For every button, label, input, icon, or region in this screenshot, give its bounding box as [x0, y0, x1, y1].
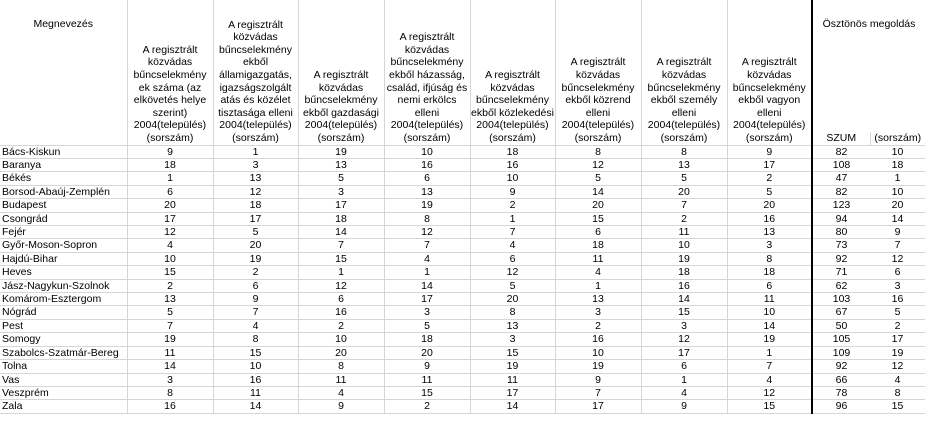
rank-cell[interactable]: 5	[470, 279, 555, 292]
county-name-cell[interactable]: Somogy	[0, 333, 127, 346]
rank-cell[interactable]: 9	[298, 400, 384, 413]
sum-cell[interactable]: 67	[812, 306, 870, 319]
rank-cell[interactable]: 4	[213, 319, 298, 332]
county-name-cell[interactable]: Budapest	[0, 199, 127, 212]
table-row	[0, 266, 925, 279]
county-name-cell[interactable]: Csongrád	[0, 212, 127, 225]
rank-cell[interactable]: 18	[470, 145, 555, 158]
rank-cell[interactable]: 2	[213, 266, 298, 279]
rank-cell[interactable]: 1	[127, 172, 213, 185]
table-row	[0, 360, 925, 373]
rank-cell[interactable]: 13	[127, 293, 213, 306]
table-row	[0, 346, 925, 359]
rank-cell[interactable]: 15	[384, 386, 470, 399]
rank-cell[interactable]: 6	[213, 279, 298, 292]
rank-cell[interactable]: 4	[470, 239, 555, 252]
rank-cell[interactable]: 5	[727, 185, 812, 198]
rank-total-cell[interactable]: 10	[870, 185, 925, 198]
sum-cell[interactable]: 92	[812, 252, 870, 265]
sum-cell[interactable]: 62	[812, 279, 870, 292]
rank-cell[interactable]: 18	[727, 266, 812, 279]
county-name-cell[interactable]: Zala	[0, 400, 127, 413]
rank-total-cell[interactable]: 8	[870, 386, 925, 399]
rank-cell[interactable]: 13	[470, 319, 555, 332]
rank-cell[interactable]: 16	[727, 212, 812, 225]
rank-cell[interactable]: 6	[298, 293, 384, 306]
rank-cell[interactable]: 6	[127, 185, 213, 198]
county-name-cell[interactable]: Bács-Kiskun	[0, 145, 127, 158]
rank-cell[interactable]: 8	[384, 212, 470, 225]
rank-cell[interactable]: 5	[555, 172, 641, 185]
rank-cell[interactable]: 18	[555, 239, 641, 252]
table-row	[0, 319, 925, 332]
rank-cell[interactable]: 17	[727, 159, 812, 172]
rank-cell[interactable]: 3	[470, 333, 555, 346]
rank-cell[interactable]: 5	[384, 319, 470, 332]
sum-cell[interactable]: 108	[812, 159, 870, 172]
rank-cell[interactable]: 13	[641, 159, 727, 172]
column-header[interactable]: A regisztrált közvádas bűncselekmény ek száma (az elkövetés helye szerint) 2004(település)	[127, 0, 213, 132]
rank-cell[interactable]: 10	[641, 239, 727, 252]
rank-cell[interactable]: 11	[470, 373, 555, 386]
rank-cell[interactable]: 12	[127, 226, 213, 239]
rank-cell[interactable]: 17	[213, 212, 298, 225]
county-name-cell[interactable]: Jász-Nagykun-Szolnok	[0, 279, 127, 292]
rank-cell[interactable]: 11	[641, 226, 727, 239]
rank-total-cell[interactable]: 2	[870, 319, 925, 332]
sum-cell[interactable]: 82	[812, 185, 870, 198]
rank-cell[interactable]: 1	[213, 145, 298, 158]
header-row	[0, 0, 925, 132]
sum-cell[interactable]: 71	[812, 266, 870, 279]
rank-cell[interactable]: 19	[213, 252, 298, 265]
sorszam-label[interactable]: (sorszám)	[384, 132, 470, 145]
table-row	[0, 333, 925, 346]
rank-cell[interactable]: 14	[555, 185, 641, 198]
rank-cell[interactable]: 9	[213, 293, 298, 306]
table-row	[0, 185, 925, 198]
rank-cell[interactable]: 5	[213, 226, 298, 239]
rank-total-cell[interactable]: 19	[870, 346, 925, 359]
rank-total-cell[interactable]: 4	[870, 373, 925, 386]
sorszam-label[interactable]: (sorszám)	[555, 132, 641, 145]
rank-cell[interactable]: 20	[127, 199, 213, 212]
sum-cell[interactable]: 73	[812, 239, 870, 252]
rank-cell[interactable]: 12	[384, 226, 470, 239]
rank-cell[interactable]: 2	[555, 319, 641, 332]
blank-cell[interactable]	[0, 132, 127, 145]
rank-cell[interactable]: 11	[384, 373, 470, 386]
rank-cell[interactable]: 17	[641, 346, 727, 359]
table-row	[0, 212, 925, 225]
rank-cell[interactable]: 20	[555, 199, 641, 212]
rank-cell[interactable]: 4	[641, 386, 727, 399]
rank-cell[interactable]: 12	[470, 266, 555, 279]
sum-cell[interactable]: 105	[812, 333, 870, 346]
rank-cell[interactable]: 12	[555, 159, 641, 172]
rank-total-cell[interactable]: 10	[870, 145, 925, 158]
table-row	[0, 226, 925, 239]
rank-cell[interactable]: 17	[127, 212, 213, 225]
sorszam-label[interactable]: (sorszám)	[470, 132, 555, 145]
rank-cell[interactable]: 2	[727, 172, 812, 185]
rank-cell[interactable]: 19	[470, 360, 555, 373]
rank-cell[interactable]: 4	[384, 252, 470, 265]
rank-cell[interactable]: 20	[213, 239, 298, 252]
county-name-cell[interactable]: Nógrád	[0, 306, 127, 319]
rank-total-cell[interactable]: 5	[870, 306, 925, 319]
rank-cell[interactable]: 1	[641, 373, 727, 386]
sorszam-label[interactable]: (sorszám)	[213, 132, 298, 145]
rank-total-cell[interactable]: 17	[870, 333, 925, 346]
county-name-cell[interactable]: Fejér	[0, 226, 127, 239]
rank-cell[interactable]: 13	[555, 293, 641, 306]
county-name-cell[interactable]: Veszprém	[0, 386, 127, 399]
rank-cell[interactable]: 13	[298, 159, 384, 172]
rank-cell[interactable]: 8	[298, 360, 384, 373]
rank-cell[interactable]: 16	[470, 159, 555, 172]
county-name-cell[interactable]: Békés	[0, 172, 127, 185]
county-name-cell[interactable]: Pest	[0, 319, 127, 332]
sum-cell[interactable]: 50	[812, 319, 870, 332]
rank-cell[interactable]: 17	[555, 400, 641, 413]
rank-cell[interactable]: 20	[470, 293, 555, 306]
sum-cell[interactable]: 103	[812, 293, 870, 306]
rank-cell[interactable]: 3	[555, 306, 641, 319]
rank-cell[interactable]: 16	[384, 159, 470, 172]
rank-cell[interactable]: 2	[298, 319, 384, 332]
sorszam-label[interactable]: (sorszám)	[127, 132, 213, 145]
rank-cell[interactable]: 1	[470, 212, 555, 225]
rank-cell[interactable]: 16	[298, 306, 384, 319]
table-row	[0, 386, 925, 399]
rank-cell[interactable]: 1	[727, 346, 812, 359]
rank-total-cell[interactable]: 7	[870, 239, 925, 252]
column-header[interactable]: A regisztrált közvádas bűncselekmény ekből személy elleni 2004(település)	[641, 0, 727, 132]
sum-cell[interactable]: 96	[812, 400, 870, 413]
rank-cell[interactable]: 14	[384, 279, 470, 292]
rank-cell[interactable]: 18	[213, 199, 298, 212]
rank-cell[interactable]: 6	[470, 252, 555, 265]
county-name-cell[interactable]: Vas	[0, 373, 127, 386]
rank-cell[interactable]: 19	[298, 145, 384, 158]
rank-cell[interactable]: 7	[727, 360, 812, 373]
rank-cell[interactable]: 3	[127, 373, 213, 386]
county-name-cell[interactable]: Győr-Moson-Sopron	[0, 239, 127, 252]
rank-cell[interactable]: 4	[727, 373, 812, 386]
column-header[interactable]: A regisztrált közvádas bűncselekmény ekből államigazgatás, igazságszolgált atás és közélet tisztasága elleni 2004(település)	[213, 0, 298, 132]
rank-cell[interactable]: 9	[641, 400, 727, 413]
rank-cell[interactable]: 11	[727, 293, 812, 306]
rank-cell[interactable]: 8	[641, 145, 727, 158]
rank-cell[interactable]: 9	[555, 373, 641, 386]
rank-cell[interactable]: 19	[555, 360, 641, 373]
rank-cell[interactable]: 1	[384, 266, 470, 279]
rank-cell[interactable]: 13	[727, 226, 812, 239]
county-name-cell[interactable]: Hajdú-Bihar	[0, 252, 127, 265]
rank-cell[interactable]: 7	[384, 239, 470, 252]
rank-cell[interactable]: 7	[470, 226, 555, 239]
rank-cell[interactable]: 4	[555, 266, 641, 279]
column-header[interactable]: A regisztrált közvádas bűncselekmény ekből házasság, család, ifjúság és nemi erkölcs elleni 2004(település)	[384, 0, 470, 132]
rank-cell[interactable]: 20	[727, 199, 812, 212]
sorszam-label[interactable]: (sorszám)	[727, 132, 812, 145]
rank-total-cell[interactable]: 14	[870, 212, 925, 225]
rank-cell[interactable]: 3	[384, 306, 470, 319]
rank-cell[interactable]: 15	[555, 212, 641, 225]
rank-cell[interactable]: 11	[127, 346, 213, 359]
rank-cell[interactable]: 2	[470, 199, 555, 212]
rank-cell[interactable]: 7	[555, 386, 641, 399]
rank-cell[interactable]: 10	[727, 306, 812, 319]
table-row	[0, 159, 925, 172]
rank-total-cell[interactable]: 12	[870, 252, 925, 265]
rank-cell[interactable]: 15	[470, 346, 555, 359]
sum-cell[interactable]: 66	[812, 373, 870, 386]
rank-total-cell[interactable]: 15	[870, 400, 925, 413]
sum-cell[interactable]: 80	[812, 226, 870, 239]
rank-cell[interactable]: 20	[384, 346, 470, 359]
rank-total-cell[interactable]: 18	[870, 159, 925, 172]
rank-total-cell[interactable]: 20	[870, 199, 925, 212]
rank-cell[interactable]: 8	[727, 252, 812, 265]
rank-cell[interactable]: 4	[298, 386, 384, 399]
rank-cell[interactable]: 10	[470, 172, 555, 185]
table-row	[0, 145, 925, 158]
rank-cell[interactable]: 19	[127, 333, 213, 346]
rank-cell[interactable]: 3	[727, 239, 812, 252]
rank-cell[interactable]: 7	[213, 306, 298, 319]
rank-cell[interactable]: 14	[298, 226, 384, 239]
rank-cell[interactable]: 18	[641, 266, 727, 279]
county-name-cell[interactable]: Komárom-Esztergom	[0, 293, 127, 306]
column-header-name[interactable]: Megnevezés	[0, 0, 127, 132]
sum-cell[interactable]: 94	[812, 212, 870, 225]
county-name-cell[interactable]: Szabolcs-Szatmár-Bereg	[0, 346, 127, 359]
rank-cell[interactable]: 18	[298, 212, 384, 225]
rank-cell[interactable]: 8	[127, 386, 213, 399]
rank-cell[interactable]: 10	[298, 333, 384, 346]
rank-cell[interactable]: 19	[384, 199, 470, 212]
rank-total-cell[interactable]: 12	[870, 360, 925, 373]
rank-cell[interactable]: 20	[298, 346, 384, 359]
rank-cell[interactable]: 12	[727, 386, 812, 399]
sum-cell[interactable]: 92	[812, 360, 870, 373]
rank-cell[interactable]: 19	[727, 333, 812, 346]
rank-cell[interactable]: 13	[213, 172, 298, 185]
rank-cell[interactable]: 5	[298, 172, 384, 185]
column-header[interactable]: A regisztrált közvádas bűncselekmény ekből közlekedési 2004(település)	[470, 0, 555, 132]
rank-cell[interactable]: 9	[470, 185, 555, 198]
rank-cell[interactable]: 10	[127, 252, 213, 265]
rank-cell[interactable]: 8	[555, 145, 641, 158]
rank-total-cell[interactable]: 9	[870, 226, 925, 239]
rank-cell[interactable]: 10	[384, 145, 470, 158]
rank-cell[interactable]: 15	[213, 346, 298, 359]
rank-cell[interactable]: 17	[298, 199, 384, 212]
column-header-ostonzos[interactable]: Ösztönös megoldás	[822, 18, 916, 30]
rank-cell[interactable]: 3	[641, 319, 727, 332]
table-row	[0, 306, 925, 319]
rank-cell[interactable]: 2	[384, 400, 470, 413]
table-row	[0, 279, 925, 292]
rank-cell[interactable]: 12	[641, 333, 727, 346]
rank-cell[interactable]: 9	[127, 145, 213, 158]
rank-cell[interactable]: 3	[213, 159, 298, 172]
table-row	[0, 293, 925, 306]
sum-cell[interactable]: 78	[812, 386, 870, 399]
county-name-cell[interactable]: Heves	[0, 266, 127, 279]
rank-cell[interactable]: 11	[213, 386, 298, 399]
rank-cell[interactable]: 2	[641, 212, 727, 225]
rank-cell[interactable]: 16	[127, 400, 213, 413]
rank-cell[interactable]: 7	[641, 199, 727, 212]
rank-cell[interactable]: 5	[127, 306, 213, 319]
county-name-cell[interactable]: Baranya	[0, 159, 127, 172]
rank-cell[interactable]: 10	[555, 346, 641, 359]
rank-cell[interactable]: 6	[727, 279, 812, 292]
rank-cell[interactable]: 7	[298, 239, 384, 252]
rank-cell[interactable]: 10	[213, 360, 298, 373]
rank-cell[interactable]: 16	[213, 373, 298, 386]
rank-cell[interactable]: 8	[470, 306, 555, 319]
rank-cell[interactable]: 8	[213, 333, 298, 346]
sum-label[interactable]: SZUM	[812, 132, 870, 145]
rank-cell[interactable]: 18	[384, 333, 470, 346]
rank-cell[interactable]: 15	[641, 306, 727, 319]
table-row	[0, 199, 925, 212]
rank-cell[interactable]: 16	[641, 279, 727, 292]
sorszam-label[interactable]: (sorszám)	[641, 132, 727, 145]
rank-cell[interactable]: 14	[727, 319, 812, 332]
subheader-row	[0, 132, 925, 145]
rank-cell[interactable]: 16	[555, 333, 641, 346]
rank-cell[interactable]: 15	[127, 266, 213, 279]
county-name-cell[interactable]: Borsod-Abaúj-Zemplén	[0, 185, 127, 198]
rank-cell[interactable]: 14	[127, 360, 213, 373]
rank-cell[interactable]: 6	[641, 360, 727, 373]
sum-cell[interactable]: 82	[812, 145, 870, 158]
sorszam-label[interactable]: (sorszám)	[870, 132, 925, 145]
rank-cell[interactable]: 4	[127, 239, 213, 252]
rank-total-cell[interactable]: 1	[870, 172, 925, 185]
column-header[interactable]: A regisztrált közvádas bűncselekmény ekből közrend elleni 2004(település)	[555, 0, 641, 132]
rank-cell[interactable]: 12	[213, 185, 298, 198]
county-name-cell[interactable]: Tolna	[0, 360, 127, 373]
rank-cell[interactable]: 11	[555, 252, 641, 265]
table-row	[0, 239, 925, 252]
rank-cell[interactable]: 15	[727, 400, 812, 413]
rank-total-cell[interactable]: 3	[870, 279, 925, 292]
rank-total-cell[interactable]: 16	[870, 293, 925, 306]
rank-cell[interactable]: 15	[298, 252, 384, 265]
rank-cell[interactable]: 13	[384, 185, 470, 198]
rank-cell[interactable]: 11	[298, 373, 384, 386]
rank-total-cell[interactable]: 6	[870, 266, 925, 279]
rank-cell[interactable]: 1	[298, 266, 384, 279]
rank-cell[interactable]: 6	[384, 172, 470, 185]
sum-cell[interactable]: 123	[812, 199, 870, 212]
rank-cell[interactable]: 12	[298, 279, 384, 292]
rank-cell[interactable]: 20	[641, 185, 727, 198]
table-row	[0, 172, 925, 185]
rank-cell[interactable]: 5	[641, 172, 727, 185]
rank-cell[interactable]: 14	[470, 400, 555, 413]
rank-cell[interactable]: 17	[470, 386, 555, 399]
sorszam-label[interactable]: (sorszám)	[298, 132, 384, 145]
rank-cell[interactable]: 2	[127, 279, 213, 292]
rank-cell[interactable]: 1	[555, 279, 641, 292]
table-row	[0, 400, 925, 413]
column-header[interactable]: A regisztrált közvádas bűncselekmény ekből gazdasági 2004(település)	[298, 0, 384, 132]
rank-cell[interactable]: 19	[641, 252, 727, 265]
rank-cell[interactable]: 9	[384, 360, 470, 373]
rank-cell[interactable]: 14	[641, 293, 727, 306]
rank-cell[interactable]: 9	[727, 145, 812, 158]
column-header[interactable]: A regisztrált közvádas bűncselekmény ekből vagyon elleni 2004(település)	[727, 0, 812, 132]
rank-cell[interactable]: 17	[384, 293, 470, 306]
rank-cell[interactable]: 7	[127, 319, 213, 332]
table-row	[0, 373, 925, 386]
rank-cell[interactable]: 6	[555, 226, 641, 239]
rank-cell[interactable]: 14	[213, 400, 298, 413]
rank-cell[interactable]: 3	[298, 185, 384, 198]
sum-cell[interactable]: 109	[812, 346, 870, 359]
table-row	[0, 252, 925, 265]
sum-cell[interactable]: 47	[812, 172, 870, 185]
rank-cell[interactable]: 18	[127, 159, 213, 172]
